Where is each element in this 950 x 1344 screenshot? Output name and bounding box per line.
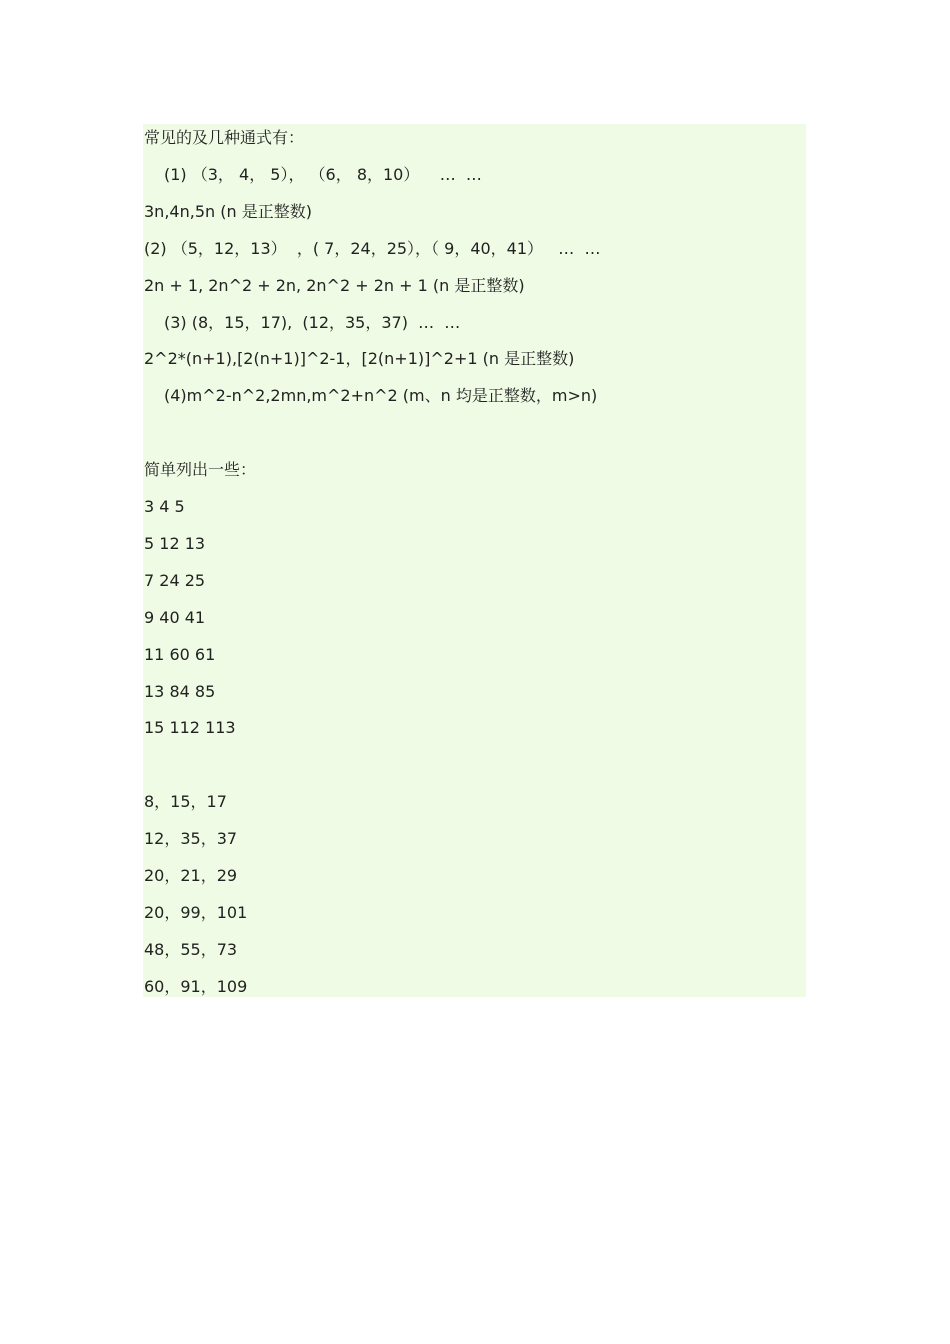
text-line: 20，21，29: [144, 866, 238, 885]
text-line: 12，35，37: [144, 829, 238, 849]
text-line: 20，99，101: [144, 902, 248, 922]
text-line: 7 24 25: [144, 570, 206, 590]
text-line: 9 40 41: [144, 607, 206, 627]
text-line: 3n,4n,5n (n 是正整数): [144, 201, 312, 221]
text-line: 简单列出一些：: [144, 460, 257, 480]
text-line: 常见的及几种通式有：: [144, 128, 305, 147]
text-line: 60，91，109: [144, 976, 248, 996]
text-line: 5 12 13: [144, 533, 206, 553]
text-line: (3) (8，15，17), (12，35，37) … …: [164, 312, 461, 332]
text-line: (1) （3， 4， 5）， （6， 8，10） … …: [164, 164, 482, 184]
text-line: (4)m^2-n^2,2mn,m^2+n^2 (m、n 均是正整数，m>n): [164, 386, 598, 406]
text-line: 2n + 1, 2n^2 + 2n, 2n^2 + 2n + 1 (n 是正整数): [144, 275, 525, 295]
text-line: 15 112 113: [144, 718, 236, 738]
text-line: (2) （5，12，13） ，( 7，24，25），（ 9，40，41） … …: [144, 238, 601, 258]
text-line: 8，15，17: [144, 792, 227, 812]
text-line: 11 60 61: [144, 644, 216, 664]
text-line: 48，55，73: [144, 939, 238, 959]
text-line: 3 4 5: [144, 497, 185, 516]
text-line: 13 84 85: [144, 681, 216, 701]
text-line: 2^2*(n+1),[2(n+1)]^2-1，[2(n+1)]^2+1 (n 是正整数): [144, 349, 575, 369]
